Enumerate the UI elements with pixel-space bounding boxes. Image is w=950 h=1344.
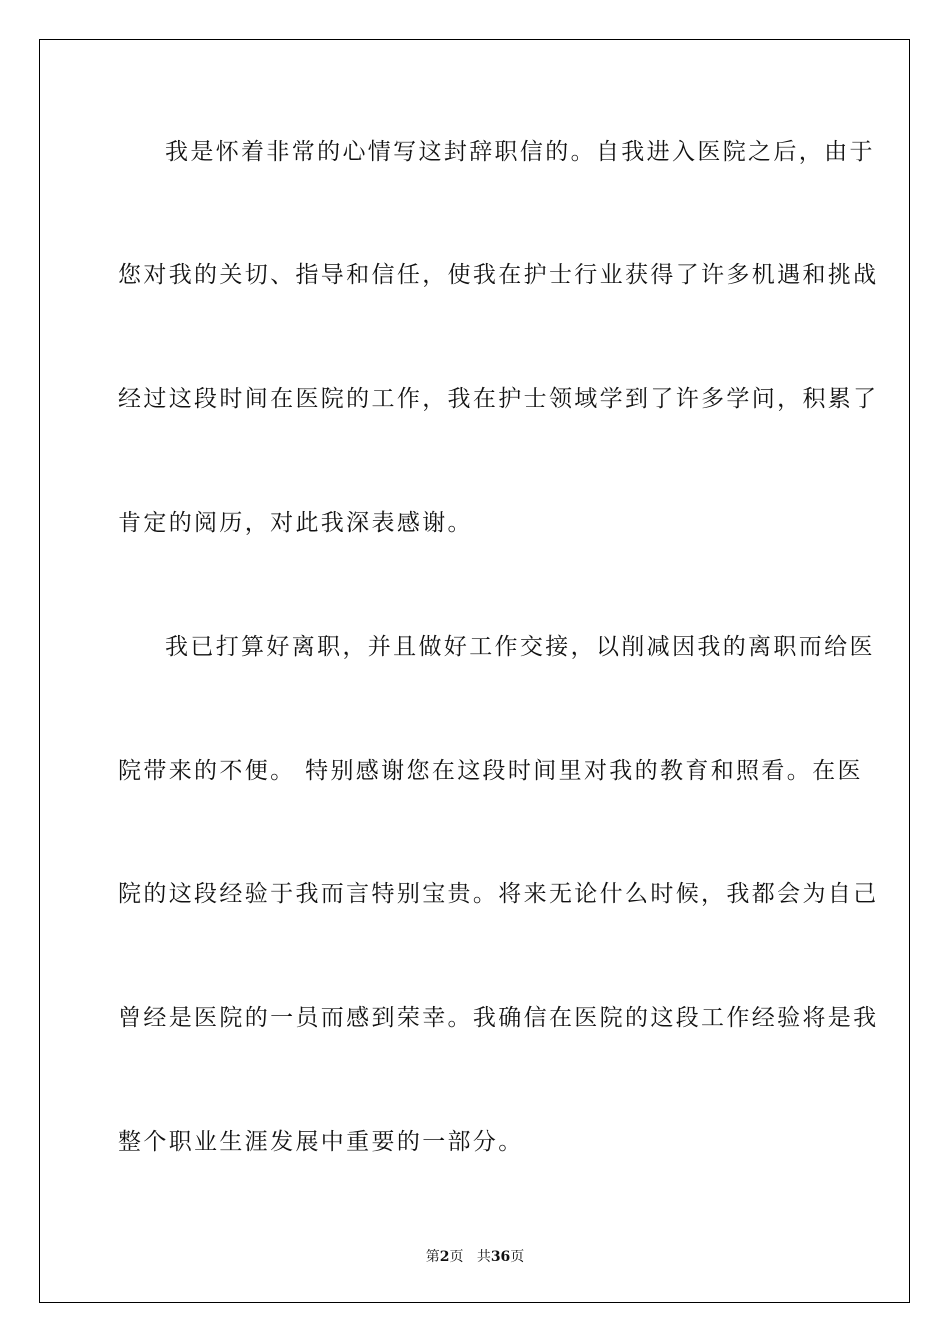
paragraph-1-line-3: 经过这段时间在医院的工作，我在护士领域学到了许多学问，积累了 (118, 386, 879, 412)
footer-prefix: 第 (425, 1249, 440, 1265)
paragraph-1-line-4: 肯定的阅历，对此我深表感谢。 (118, 510, 473, 536)
footer-total-suffix: 页 (510, 1249, 525, 1265)
paragraph-2-line-5: 整个职业生涯发展中重要的一部分。 (118, 1129, 524, 1155)
paragraph-2-line-3: 院的这段经验于我而言特别宝贵。将来无论什么时候，我都会为自己 (118, 881, 879, 907)
page-footer (0, 1247, 950, 1267)
footer-total-prefix: 共 (476, 1249, 491, 1265)
paragraph-2-line-4: 曾经是医院的一员而感到荣幸。我确信在医院的这段工作经验将是我 (118, 1005, 879, 1031)
page-border (39, 39, 910, 1303)
paragraph-1-line-1: 我是怀着非常的心情写这封辞职信的。自我进入医院之后，由于 (165, 139, 875, 165)
paragraph-1-line-2: 您对我的关切、指导和信任，使我在护士行业获得了许多机遇和挑战 (118, 262, 879, 288)
footer-page-number: 2 (439, 1249, 450, 1265)
footer-total-pages: 36 (490, 1249, 511, 1265)
paragraph-2-line-2: 院带来的不便。 特别感谢您在这段时间里对我的教育和照看。在医 (118, 758, 863, 784)
footer-page-suffix: 页 (449, 1249, 464, 1265)
paragraph-2-line-1: 我已打算好离职，并且做好工作交接，以削减因我的离职而给医 (165, 634, 875, 660)
